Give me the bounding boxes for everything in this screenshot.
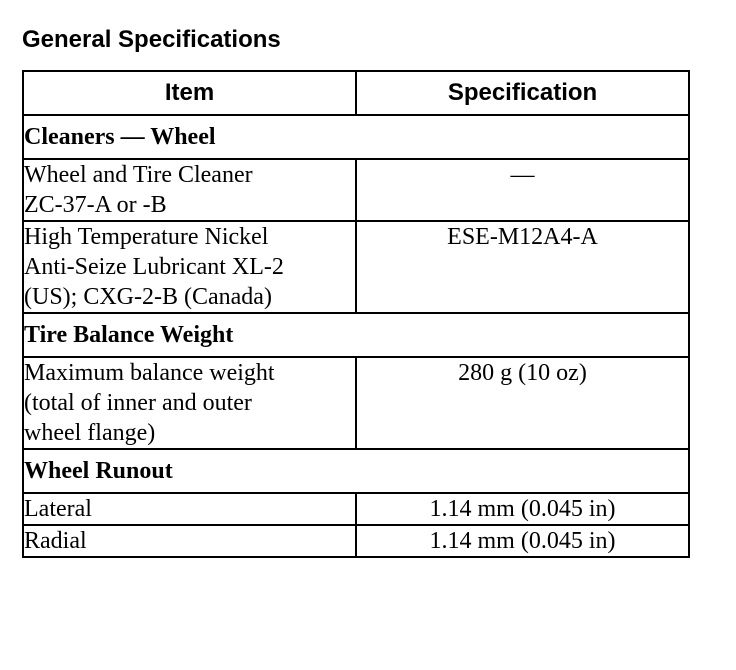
page-title: General Specifications <box>22 26 281 53</box>
table-row <box>23 525 689 557</box>
spec-cell: ESE-M12A4-A <box>356 221 689 313</box>
item-cell: Radial <box>23 525 356 557</box>
item-cell: Lateral <box>23 493 356 525</box>
column-header-specification: Specification <box>356 71 689 115</box>
spec-cell: — <box>356 159 689 221</box>
column-header-item: Item <box>23 71 356 115</box>
section-label: Wheel Runout <box>23 449 689 493</box>
section-row-tire-balance-weight <box>23 313 689 357</box>
table-row <box>23 493 689 525</box>
specifications-table <box>22 70 690 558</box>
table-header-row <box>23 71 689 115</box>
item-cell: High Temperature Nickel Anti-Seize Lubricant XL-2 (US); CXG-2-B (Canada) <box>23 221 356 313</box>
section-row-wheel-runout <box>23 449 689 493</box>
section-row-cleaners-wheel <box>23 115 689 159</box>
section-label: Cleaners — Wheel <box>23 115 689 159</box>
item-cell: Maximum balance weight (total of inner and outer wheel flange) <box>23 357 356 449</box>
table-row <box>23 221 689 313</box>
spec-cell: 1.14 mm (0.045 in) <box>356 525 689 557</box>
table-row <box>23 159 689 221</box>
item-cell: Wheel and Tire Cleaner ZC-37-A or -B <box>23 159 356 221</box>
table-row <box>23 357 689 449</box>
section-label: Tire Balance Weight <box>23 313 689 357</box>
spec-cell: 280 g (10 oz) <box>356 357 689 449</box>
spec-cell: 1.14 mm (0.045 in) <box>356 493 689 525</box>
